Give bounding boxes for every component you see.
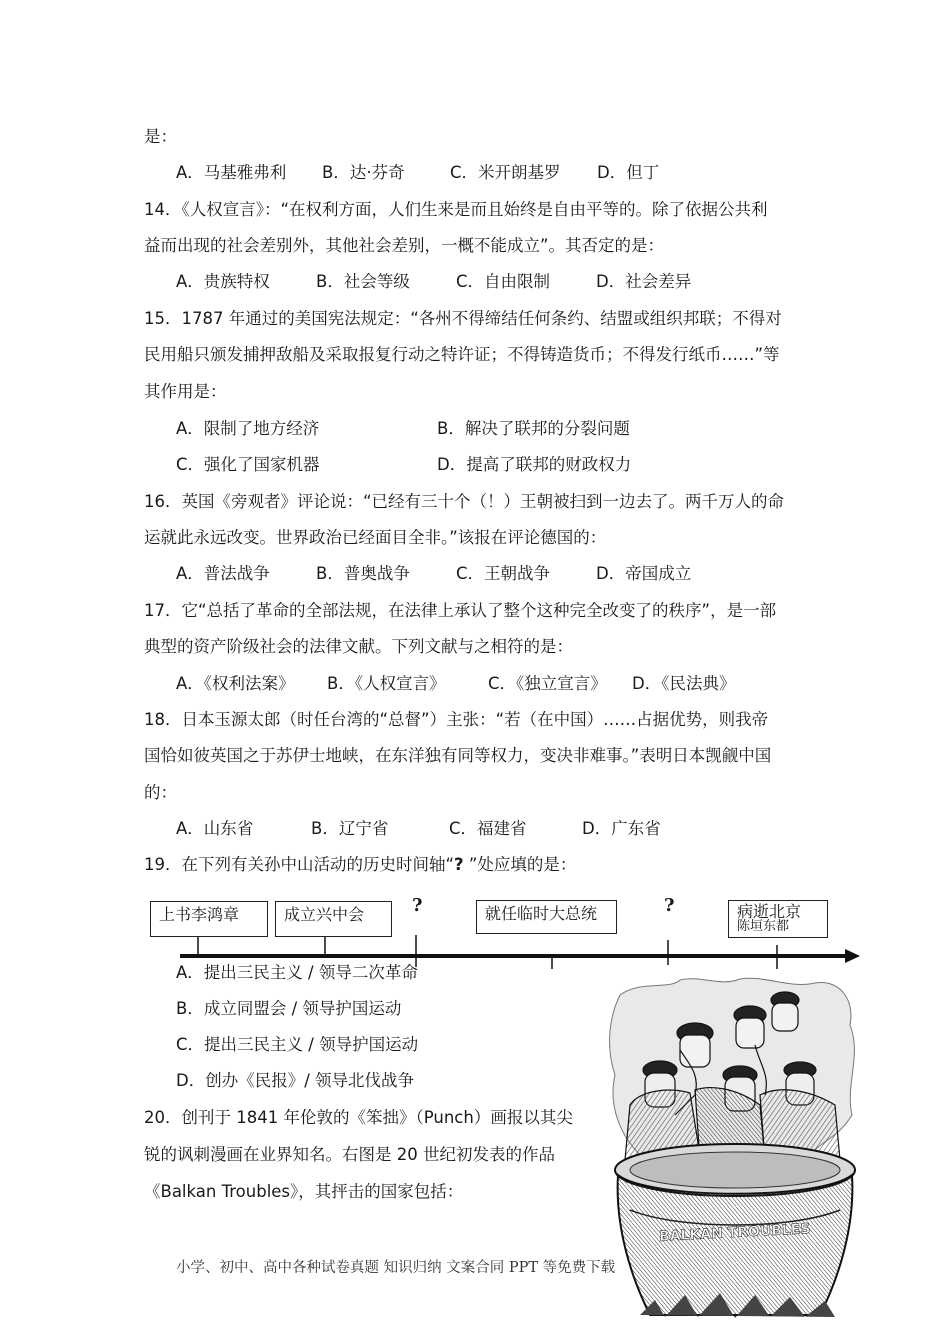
q18-option-d: D．广东省 [582, 819, 661, 838]
q15-line-2: 民用船只颁发捕押敌船及采取报复行动之特许证；不得铸造货币；不得发行纸币……”等 [144, 345, 780, 364]
timeline-box-4 [728, 900, 828, 938]
q18-option-a: A．山东省 [176, 819, 254, 838]
q15-line-3: 其作用是： [144, 382, 227, 401]
timeline-question-mark-1: ? [412, 895, 423, 916]
footer-watermark: 小学、初中、高中各种试卷真题 知识归纳 文案合同 PPT 等免费下载 [176, 1260, 616, 1276]
timeline-box-2: 成立兴中会 [275, 901, 392, 937]
timeline-box-3: 就任临时大总统 [476, 900, 617, 934]
cartoon-pot-label: BALKAN TROUBLES [658, 1221, 811, 1245]
q19-option-d: D．创办《民报》/ 领导北伐战争 [176, 1071, 415, 1090]
q13-option-a: A．马基雅弗利 [176, 163, 287, 182]
q14-option-d: D．社会差异 [596, 272, 692, 291]
q16-option-d: D．帝国成立 [596, 564, 692, 583]
timeline-question-mark-2: ? [664, 895, 675, 916]
q18-option-b: B．辽宁省 [311, 819, 389, 838]
q18-option-c: C．福建省 [449, 819, 527, 838]
balkan-troubles-cartoon [600, 975, 860, 1340]
q19-stem [144, 854, 576, 876]
q14-option-a: A．贵族特权 [176, 272, 270, 291]
q13-option-c: C．米开朗基罗 [450, 163, 561, 182]
q20-line-3: 《Balkan Troubles》，其抨击的国家包括： [144, 1182, 464, 1201]
q16-option-c: C．王朝战争 [456, 564, 551, 583]
q16-option-a: A．普法战争 [176, 564, 270, 583]
timeline-box-4-cut-text: 陈垣东都 [737, 919, 790, 934]
q19-stem-mark: ? [454, 855, 464, 874]
q14-option-c: C．自由限制 [456, 272, 551, 291]
q13-option-d: D．但丁 [597, 163, 660, 182]
q15-option-b: B．解决了联邦的分裂问题 [437, 419, 630, 438]
q14-option-b: B．社会等级 [316, 272, 410, 291]
q19-option-c: C．提出三民主义 / 领导护国运动 [176, 1035, 419, 1054]
q19-stem-after: ”处应填的是： [463, 855, 577, 874]
q19-stem-before: 19．在下列有关孙中山活动的历史时间轴“ [144, 855, 455, 874]
q19-option-b: B．成立同盟会 / 领导护国运动 [176, 999, 402, 1018]
q16-option-b: B．普奥战争 [316, 564, 410, 583]
q18-line-1: 18．日本玉源太郎（时任台湾的“总督”）主张：“若（在中国）……占据优势，则我帝 [144, 710, 769, 729]
q15-option-d: D．提高了联邦的财政权力 [437, 455, 632, 474]
q18-line-2: 国恰如彼英国之于苏伊士地峡，在东洋独有同等权力，变决非难事。”表明日本觊觎中国 [144, 746, 772, 765]
q16-line-2: 运就此永远改变。世界政治已经面目全非。”该报在评论德国的： [144, 528, 607, 547]
q13-tail: 是： [144, 127, 177, 146]
q15-option-c: C．强化了国家机器 [176, 455, 320, 474]
q15-line-1: 15．1787 年通过的美国宪法规定：“各州不得缔结任何条约、结盟或组织邦联；不得对 [144, 309, 782, 328]
q14-line-1: 14．《人权宣言》：“在权利方面，人们生来是而且始终是自由平等的。除了依据公共利 [144, 200, 768, 219]
q17-line-1: 17．它“总括了革命的全部法规，在法律上承认了整个这种完全改变了的秩序”，是一部 [144, 601, 777, 620]
q17-option-b: B．《人权宣言》 [327, 674, 446, 693]
q19-option-a: A．提出三民主义 / 领导二次革命 [176, 963, 418, 982]
q20-line-2: 锐的讽刺漫画在业界知名。右图是 20 世纪初发表的作品 [144, 1145, 555, 1164]
q17-option-d: D．《民法典》 [632, 674, 736, 693]
q20-line-1: 20．创刊于 1841 年伦敦的《笨拙》（Punch）画报以其尖 [144, 1108, 573, 1127]
q14-line-2: 益而出现的社会差别外，其他社会差别，一概不能成立”。其否定的是： [144, 236, 665, 255]
q15-option-a: A．限制了地方经济 [176, 419, 320, 438]
q17-option-c: C．《独立宣言》 [488, 674, 607, 693]
timeline-box-1: 上书李鸿章 [150, 901, 268, 937]
q17-line-2: 典型的资产阶级社会的法律文献。下列文献与之相符的是： [144, 637, 573, 656]
q16-line-1: 16．英国《旁观者》评论说：“已经有三十个（！）王朝被扫到一边去了。两千万人的命 [144, 492, 785, 511]
q17-option-a: A．《权利法案》 [176, 674, 295, 693]
q13-option-b: B．达·芬奇 [322, 163, 405, 182]
q18-line-3: 的： [144, 783, 177, 802]
timeline-box-4-label: 病逝北京 [737, 902, 802, 921]
